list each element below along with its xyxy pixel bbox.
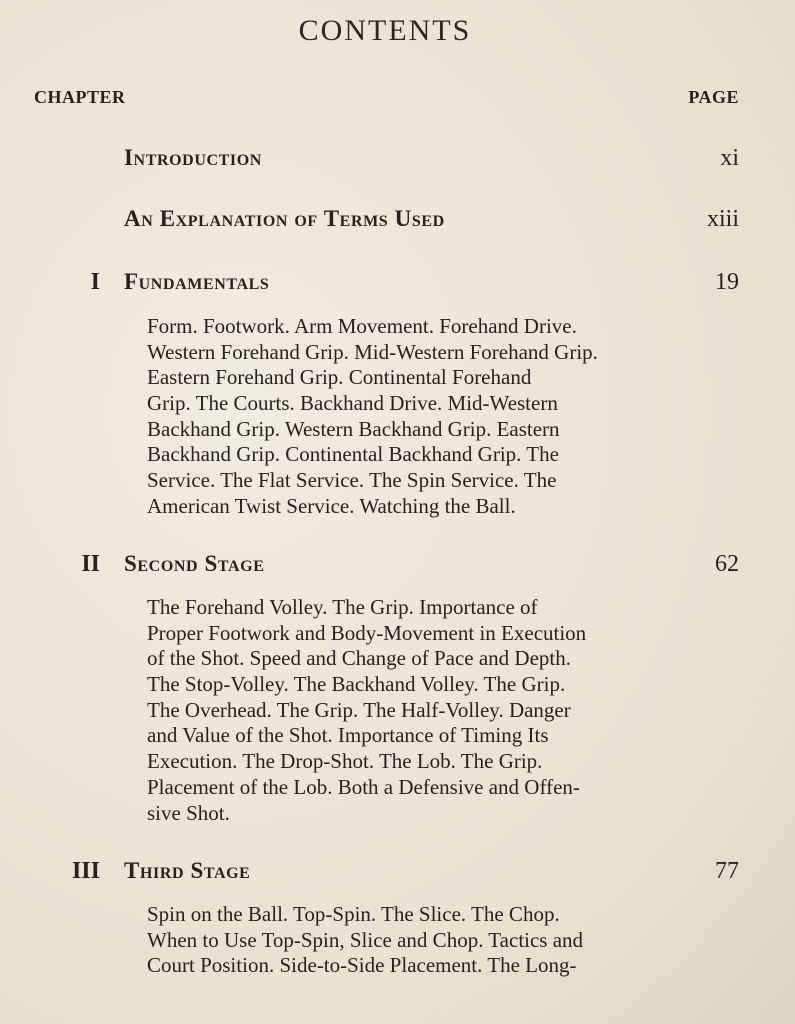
page-heading: CONTENTS: [298, 14, 472, 47]
summary-line: Spin on the Ball. Top-Spin. The Slice. The Chop.: [147, 902, 560, 926]
toc-chapter-1[interactable]: [0, 269, 795, 303]
chapter-1-summary: [147, 314, 739, 520]
summary-line: Backhand Grip. Continental Backhand Grip. The: [147, 442, 559, 467]
summary-line: Placement of the Lob. Both a Defensive and Offen-: [147, 774, 580, 799]
summary-line: When to Use Top-Spin, Slice and Chop. Tactics and: [147, 927, 584, 952]
page-column-header: PAGE: [688, 87, 739, 107]
chapter-numeral: II: [81, 551, 100, 577]
chapter-numeral: III: [71, 858, 100, 884]
chapter-3-summary: [147, 902, 739, 979]
summary-line: Eastern Forehand Grip. Continental Forehand: [147, 365, 532, 390]
toc-entry-page: xiii: [706, 206, 739, 232]
chapter-page: 19: [715, 269, 739, 295]
chapter-title: Fundamentals: [124, 269, 270, 294]
toc-entry-title: Introduction: [124, 145, 262, 170]
summary-line: Western Forehand Grip. Mid-Western Forehand Grip.: [147, 339, 598, 364]
summary-line: Proper Footwork and Body-Movement in Execution: [147, 620, 587, 645]
summary-line: and Value of the Shot. Importance of Timing Its: [147, 723, 549, 748]
summary-line: The Overhead. The Grip. The Half-Volley. Danger: [147, 697, 571, 722]
toc-entry-page: xi: [720, 145, 739, 171]
toc-entry-terms[interactable]: [0, 206, 795, 240]
chapter-column-header: CHAPTER: [34, 87, 126, 107]
chapter-numeral: I: [90, 269, 100, 295]
summary-line: Execution. The Drop-Shot. The Lob. The Grip.: [147, 749, 543, 774]
summary-line: The Stop-Volley. The Backhand Volley. The Grip.: [147, 672, 566, 697]
chapter-2-summary: [147, 595, 739, 826]
chapter-title: Third Stage: [124, 858, 251, 883]
summary-line: Form. Footwork. Arm Movement. Forehand Drive.: [147, 314, 577, 338]
summary-line: The Forehand Volley. The Grip. Importance of: [147, 595, 538, 619]
chapter-page: 77: [715, 858, 739, 884]
summary-line: Backhand Grip. Western Backhand Grip. Eastern: [147, 416, 560, 441]
toc-chapter-3[interactable]: [0, 858, 795, 892]
summary-line: American Twist Service. Watching the Ball.: [147, 493, 516, 518]
summary-line: Court Position. Side-to-Side Placement. The Long-: [147, 953, 577, 978]
summary-line: sive Shot.: [147, 800, 230, 825]
toc-entry-introduction[interactable]: [0, 145, 795, 179]
chapter-title: Second Stage: [124, 551, 265, 576]
summary-line: Grip. The Courts. Backhand Drive. Mid-Western: [147, 391, 558, 416]
toc-entry-title: An Explanation of Terms Used: [124, 206, 445, 231]
summary-line: Service. The Flat Service. The Spin Service. The: [147, 468, 557, 493]
toc-chapter-2[interactable]: [0, 551, 795, 585]
summary-line: of the Shot. Speed and Change of Pace and Depth.: [147, 646, 571, 671]
chapter-page: 62: [715, 551, 739, 577]
